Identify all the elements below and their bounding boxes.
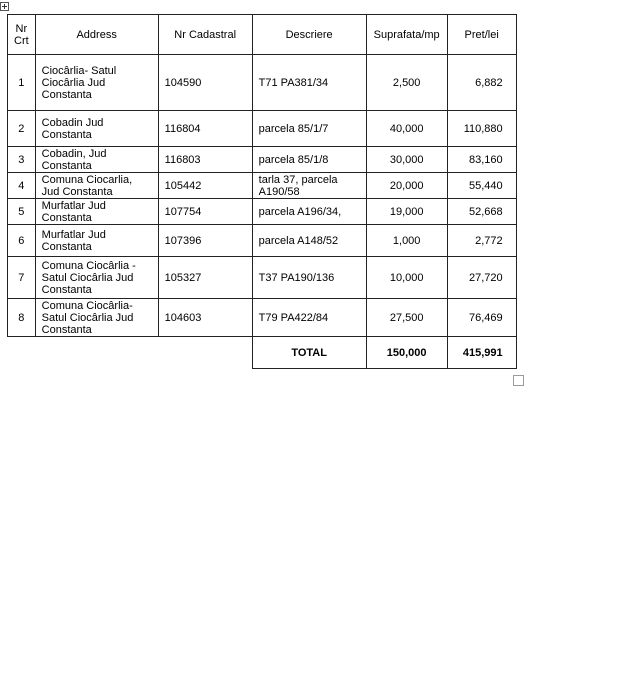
cell-descriere: parcela A196/34,: [252, 199, 366, 225]
table-row: [8, 257, 517, 299]
cell-descriere: tarla 37, parcela A190/58: [252, 173, 366, 199]
total-suprafata: 150,000: [366, 337, 447, 369]
cell-pret: 6,882: [447, 55, 516, 111]
cell-address: Murfatlar Jud Constanta: [35, 199, 158, 225]
cell-cadastral: 105327: [158, 257, 252, 299]
cell-address: Comuna Ciocârlia- Satul Ciocârlia Jud Constanta: [35, 299, 158, 337]
table-row: [8, 299, 517, 337]
cell-suprafata: 10,000: [366, 257, 447, 299]
cell-pret: 83,160: [447, 147, 516, 173]
cell-nr: 3: [8, 147, 36, 173]
cell-pret: 76,469: [447, 299, 516, 337]
cell-descriere: T79 PA422/84: [252, 299, 366, 337]
header-suprafata: Suprafata/mp: [366, 15, 447, 55]
cell-nr: 7: [8, 257, 36, 299]
cell-cadastral: 104590: [158, 55, 252, 111]
table-row: [8, 147, 517, 173]
cell-nr: 8: [8, 299, 36, 337]
cell-descriere: parcela A148/52: [252, 225, 366, 257]
cell-cadastral: 116804: [158, 111, 252, 147]
table-row: [8, 225, 517, 257]
cell-nr: 6: [8, 225, 36, 257]
cell-pret: 2,772: [447, 225, 516, 257]
cell-cadastral: 116803: [158, 147, 252, 173]
cell-address: Cobadin, Jud Constanta: [35, 147, 158, 173]
cell-cadastral: 104603: [158, 299, 252, 337]
cell-descriere: T37 PA190/136: [252, 257, 366, 299]
cell-address: Comuna Ciocarlia, Jud Constanta: [35, 173, 158, 199]
header-address: Address: [35, 15, 158, 55]
cell-address: Ciocârlia- Satul Ciocârlia Jud Constanta: [35, 55, 158, 111]
cell-nr: 1: [8, 55, 36, 111]
cell-suprafata: 19,000: [366, 199, 447, 225]
cell-pret: 110,880: [447, 111, 516, 147]
cell-nr: 5: [8, 199, 36, 225]
cell-address: Murfatlar Jud Constanta: [35, 225, 158, 257]
table-header-row: [8, 15, 517, 55]
header-nr-crt: Nr Crt: [8, 15, 36, 55]
table-move-handle-icon[interactable]: [0, 2, 9, 11]
blank-cell: [35, 337, 158, 369]
cell-cadastral: 105442: [158, 173, 252, 199]
table-row: [8, 199, 517, 225]
total-label: TOTAL: [252, 337, 366, 369]
cell-suprafata: 2,500: [366, 55, 447, 111]
cell-suprafata: 27,500: [366, 299, 447, 337]
cell-pret: 52,668: [447, 199, 516, 225]
cell-pret: 55,440: [447, 173, 516, 199]
table-row: [8, 111, 517, 147]
cell-suprafata: 20,000: [366, 173, 447, 199]
cell-address: Comuna Ciocârlia - Satul Ciocârlia Jud Constanta: [35, 257, 158, 299]
cell-descriere: T71 PA381/34: [252, 55, 366, 111]
table-row: [8, 55, 517, 111]
cell-cadastral: 107754: [158, 199, 252, 225]
blank-cell: [8, 337, 36, 369]
cell-suprafata: 1,000: [366, 225, 447, 257]
header-pret: Pret/lei: [447, 15, 516, 55]
cell-nr: 2: [8, 111, 36, 147]
cell-suprafata: 40,000: [366, 111, 447, 147]
cell-suprafata: 30,000: [366, 147, 447, 173]
cell-cadastral: 107396: [158, 225, 252, 257]
header-nr-cadastral: Nr Cadastral: [158, 15, 252, 55]
header-descriere: Descriere: [252, 15, 366, 55]
table-row: [8, 173, 517, 199]
cut-off-top-text: [34, 0, 454, 3]
cell-descriere: parcela 85/1/8: [252, 147, 366, 173]
total-pret: 415,991: [447, 337, 516, 369]
property-table: [7, 14, 517, 369]
table-total-row: [8, 337, 517, 369]
cell-nr: 4: [8, 173, 36, 199]
cell-pret: 27,720: [447, 257, 516, 299]
cell-descriere: parcela 85/1/7: [252, 111, 366, 147]
table-resize-handle-icon[interactable]: [513, 375, 524, 386]
blank-cell: [158, 337, 252, 369]
cell-address: Cobadin Jud Constanta: [35, 111, 158, 147]
